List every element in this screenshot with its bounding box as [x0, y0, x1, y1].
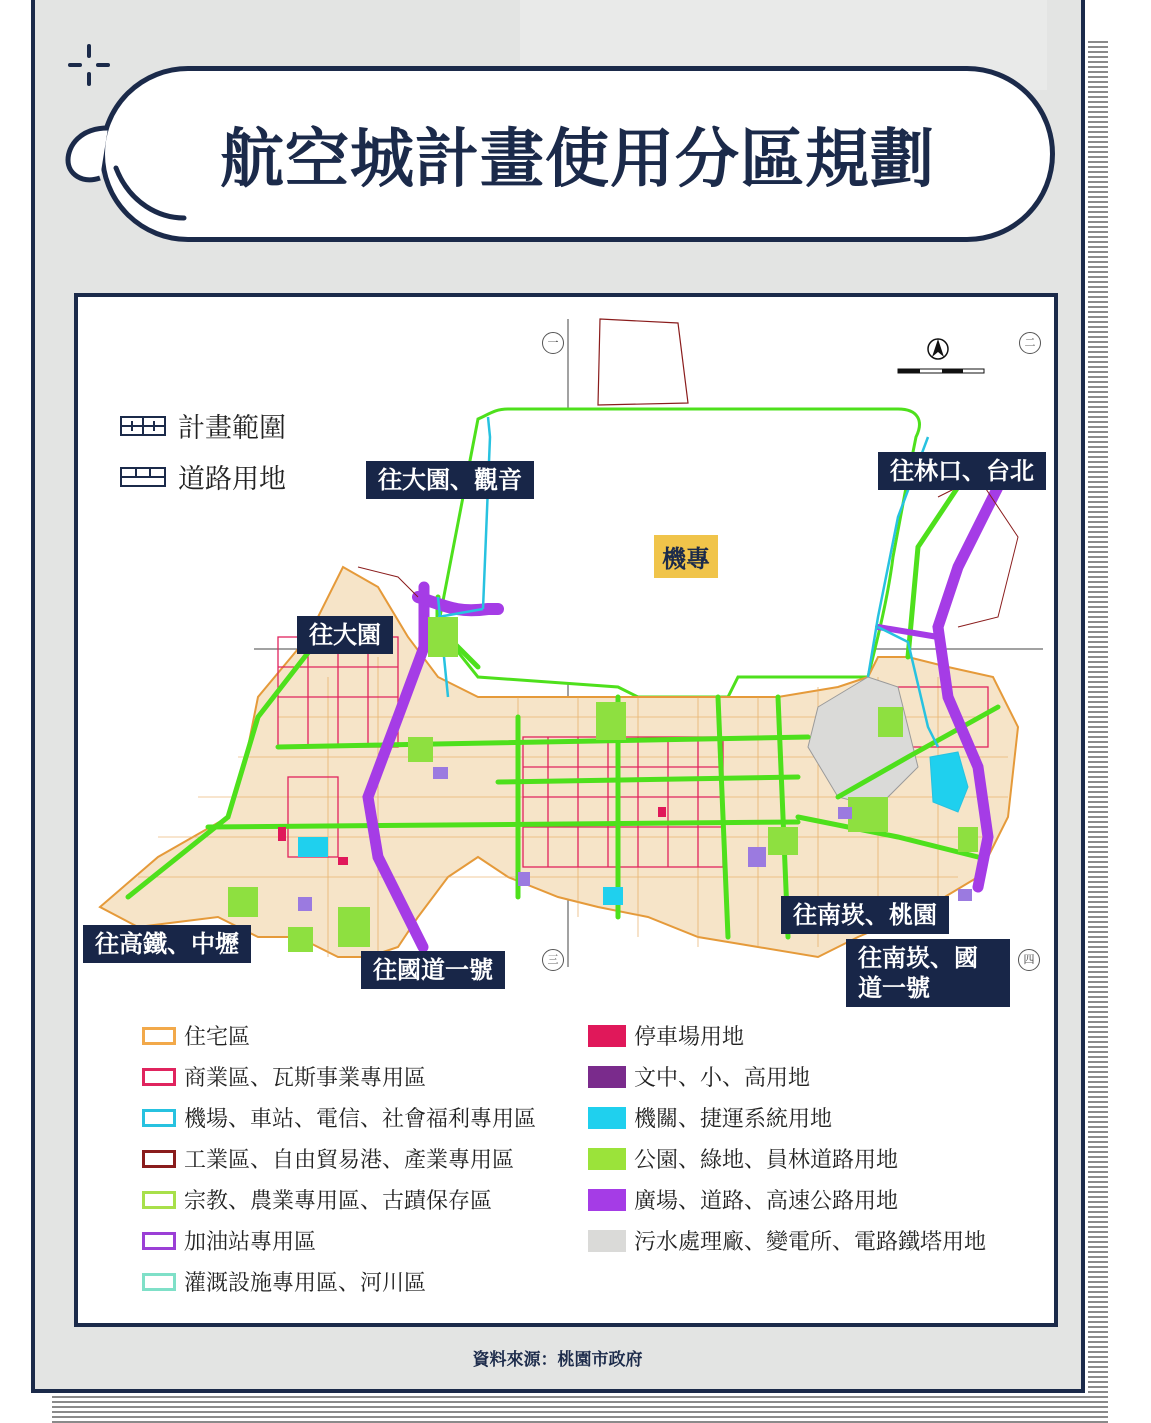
legend-swatch [588, 1148, 626, 1170]
label-dayuan-guanyin: 往大園、觀音 [366, 461, 534, 499]
legend-road-land [120, 457, 286, 496]
legend-label: 公園、綠地、員林道路用地 [634, 1148, 899, 1173]
legend-label: 機場、車站、電信、社會福利專用區 [184, 1107, 537, 1132]
plan-boundary-icon [120, 413, 166, 439]
legend-irrigation-river [142, 1266, 426, 1297]
legend-agency-mrt [588, 1102, 832, 1133]
legend-swatch [588, 1230, 626, 1252]
legend-label: 停車場用地 [634, 1025, 745, 1050]
legend-label: 污水處理廠、變電所、電路鐵塔用地 [634, 1230, 987, 1255]
legend-swatch [142, 1027, 176, 1045]
legend-plan-boundary [120, 406, 286, 445]
road-land-icon [120, 464, 166, 490]
legend-utility [588, 1225, 986, 1256]
legend-label: 灌溉設施專用區、河川區 [184, 1271, 427, 1296]
plan-boundary-label: 計畫範圍 [178, 413, 286, 444]
legend-swatch [588, 1066, 626, 1088]
legend-swatch [142, 1150, 176, 1168]
legend-park-green [588, 1143, 898, 1174]
sheet-mark-2: 二 [1019, 332, 1041, 354]
legend-label: 加油站專用區 [184, 1230, 317, 1255]
label-hsr-zhongli: 往高鐵、中壢 [83, 925, 251, 963]
north-arrow-icon [928, 339, 948, 359]
legend-label: 宗教、農業專用區、古蹟保存區 [184, 1189, 493, 1214]
label-freeway1: 往國道一號 [361, 951, 505, 989]
legend-swatch [142, 1191, 176, 1209]
legend-label: 住宅區 [184, 1025, 251, 1050]
legend-label: 工業區、自由貿易港、產業專用區 [184, 1148, 515, 1173]
legend-airport-station [142, 1102, 536, 1133]
label-dayuan: 往大園 [297, 616, 393, 654]
legend-label: 機關、捷運系統用地 [634, 1107, 833, 1132]
legend-religious-agri [142, 1184, 492, 1215]
label-airport: 機專 [654, 535, 718, 578]
legend-swatch [588, 1025, 626, 1047]
stripe-shadow-bottom [52, 1396, 1108, 1423]
zoning-map [78, 297, 1054, 987]
legend-swatch [588, 1107, 626, 1129]
legend-parking [588, 1020, 744, 1051]
legend-plaza-road [588, 1184, 898, 1215]
legend-label: 文中、小、高用地 [634, 1066, 811, 1091]
legend-label: 廣場、道路、高速公路用地 [634, 1189, 899, 1214]
stripe-shadow-right [1088, 40, 1108, 1423]
source-credit: 資料來源：桃園市政府 [472, 1350, 643, 1370]
label-nankan-taoyuan: 往南崁、桃園 [781, 896, 949, 934]
legend-commercial [142, 1061, 426, 1092]
scale-bar-icon [898, 369, 984, 373]
sheet-mark-3: 三 [542, 949, 564, 971]
sheet-mark-4: 四 [1018, 949, 1040, 971]
legend-gas-station [142, 1225, 316, 1256]
page-title: 航空城計畫使用分區規劃 [220, 123, 935, 197]
label-nankan-freeway1: 往南崁、國道一號 [846, 939, 1010, 1007]
legend-school [588, 1061, 810, 1092]
legend-swatch [142, 1273, 176, 1291]
legend-swatch [142, 1232, 176, 1250]
label-linkou-taipei: 往林口、台北 [878, 452, 1046, 490]
legend-residential [142, 1020, 250, 1051]
legend-industrial [142, 1143, 514, 1174]
legend-label: 商業區、瓦斯事業專用區 [184, 1066, 427, 1091]
legend-swatch [142, 1109, 176, 1127]
legend-swatch [142, 1068, 176, 1086]
road-land-label: 道路用地 [178, 464, 286, 495]
sheet-mark-1: 一 [542, 332, 564, 354]
legend-swatch [588, 1189, 626, 1211]
